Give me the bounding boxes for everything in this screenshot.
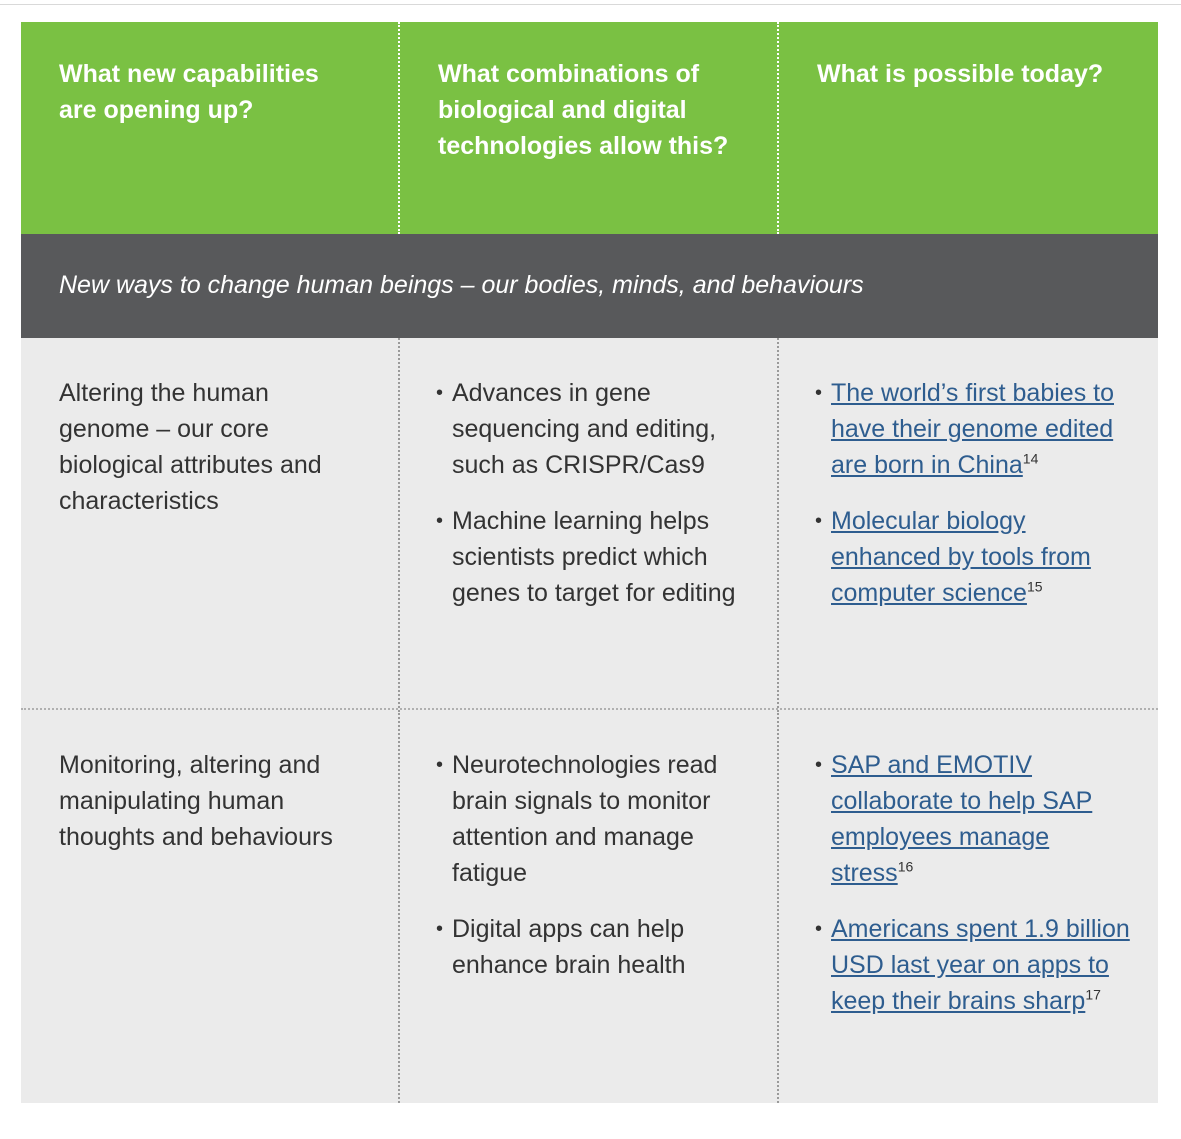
technology-text: Machine learning helps scientists predict which genes to target for editing bbox=[452, 507, 736, 607]
bullet-icon: • bbox=[815, 754, 823, 776]
bullet-icon: • bbox=[436, 510, 444, 532]
bullet-icon: • bbox=[436, 382, 444, 404]
bullet-icon: • bbox=[815, 510, 823, 532]
list-item bbox=[436, 747, 739, 891]
technology-text: Advances in gene sequencing and editing, such as CRISPR/Cas9 bbox=[452, 379, 717, 479]
capability-cell: Altering the human genome – our core biological attributes and characteristics bbox=[21, 338, 400, 708]
reference-number: 17 bbox=[1085, 986, 1101, 1003]
example-link[interactable]: Molecular biology enhanced by tools from computer science bbox=[831, 507, 1091, 607]
bullet-icon: • bbox=[436, 754, 444, 776]
header-capabilities: What new capabilities are opening up? bbox=[21, 22, 400, 234]
reference-number: 15 bbox=[1026, 578, 1043, 595]
examples-cell bbox=[779, 710, 1158, 1103]
technology-text: Neurotechnologies read brain signals to monitor attention and manage fatigue bbox=[452, 751, 718, 887]
technologies-cell bbox=[400, 710, 779, 1103]
technologies-cell bbox=[400, 338, 779, 708]
list-item bbox=[436, 375, 739, 483]
section-band: New ways to change human beings – our bodies, minds, and behaviours bbox=[21, 234, 1158, 338]
examples-cell bbox=[779, 338, 1158, 708]
table-row bbox=[21, 338, 1158, 710]
list-item bbox=[815, 375, 1138, 483]
bullet-icon: • bbox=[436, 918, 444, 940]
reference-number: 16 bbox=[897, 858, 914, 875]
capabilities-table bbox=[21, 22, 1158, 1103]
table-row bbox=[21, 710, 1158, 1103]
list-item bbox=[436, 911, 739, 983]
header-technologies: What combinations of biological and digital technologies allow this? bbox=[400, 22, 779, 234]
list-item bbox=[815, 747, 1138, 891]
bullet-icon: • bbox=[815, 382, 823, 404]
list-item bbox=[436, 503, 739, 611]
example-link[interactable]: SAP and EMOTIV collaborate to help SAP employees manage stress bbox=[831, 751, 1093, 887]
list-item bbox=[815, 503, 1138, 611]
capability-cell: Monitoring, altering and manipulating human thoughts and behaviours bbox=[21, 710, 400, 1103]
list-item bbox=[815, 911, 1138, 1019]
technology-text: Digital apps can help enhance brain health bbox=[452, 915, 686, 979]
header-possible-today: What is possible today? bbox=[817, 60, 1104, 88]
example-link[interactable]: The world’s first babies to have their genome edited are born in China bbox=[831, 379, 1114, 479]
table-header bbox=[21, 22, 1158, 234]
top-divider bbox=[0, 4, 1181, 5]
bullet-icon: • bbox=[815, 918, 823, 940]
example-link[interactable]: Americans spent 1.9 billion USD last year on apps to keep their brains sharp bbox=[831, 915, 1130, 1015]
reference-number: 14 bbox=[1022, 450, 1039, 467]
